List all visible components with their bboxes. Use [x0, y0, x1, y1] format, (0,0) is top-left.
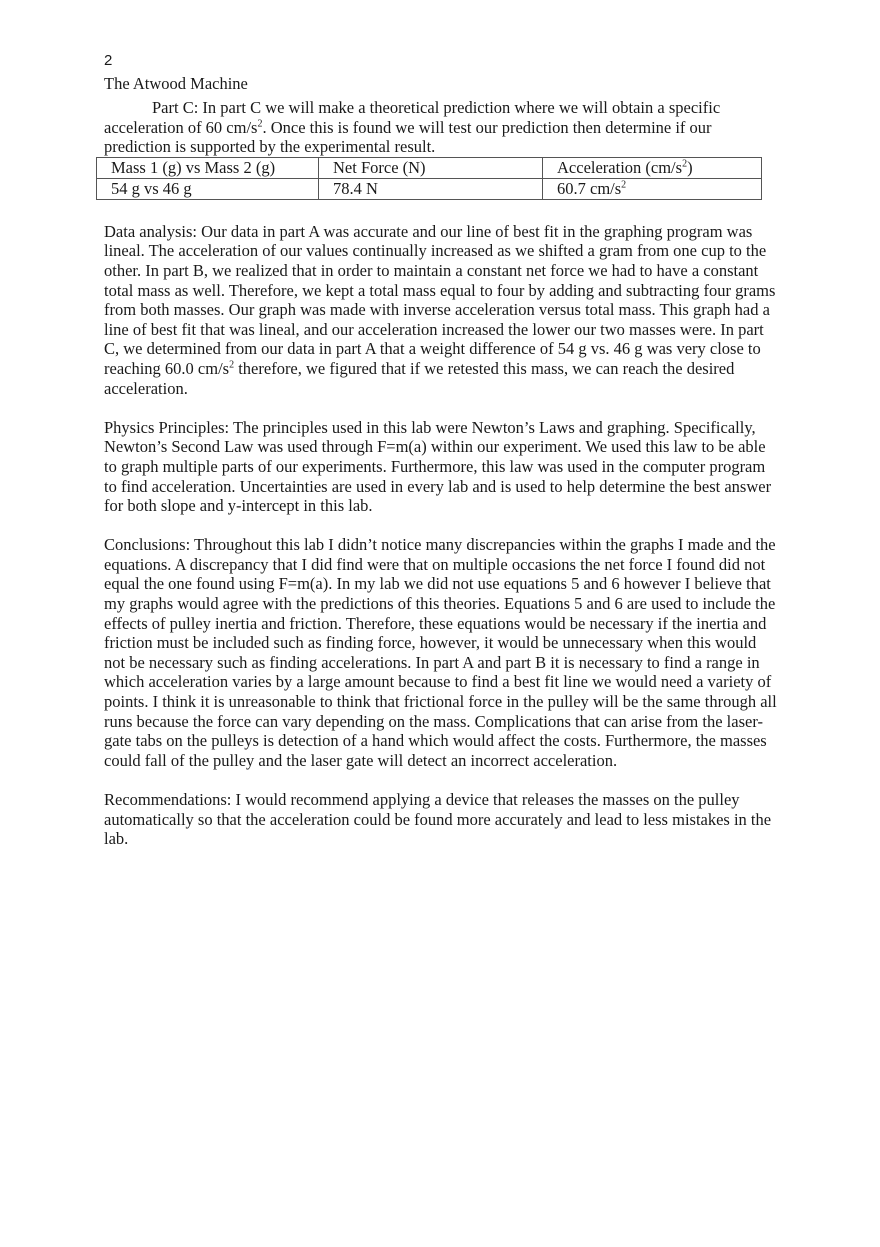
running-head: The Atwood Machine — [104, 74, 248, 93]
table-header-net-force: Net Force (N) — [319, 157, 543, 178]
table-header-mass: Mass 1 (g) vs Mass 2 (g) — [97, 157, 319, 178]
conclusions-paragraph: Conclusions: Throughout this lab I didn’t notice many discrepancies within the graphs I made and the equations. A discrepancy that I did find were that on multiple occasions the net force I found did not equal the one found using F=m(a). In my lab we did not use equations 5 and 6 however I believe that my graphs would agree with the predictions of this theories. Equations 5 and 6 are used to include the effects of pulley inertia and friction. Therefore, these equations would be necessary if the inertia and friction must be included such as finding force, however, it would be unnecessary when this would not be necessary such as finding accelerations. In part A and part B it is necessary to find a range in which acceleration varies by a large amount because to find a best fit line we would need a variety of points. I think it is unreasonable to think that frictional force in the pulley will be the same through all runs because the force can vary depending on the mass. Complications that can arise from the laser-gate tabs on the pulleys is detection of a hand which would affect the costs. Furthermore, the masses could fall of the pulley and the laser gate will detect an incorrect acceleration. — [104, 535, 777, 770]
physics-principles-paragraph: Physics Principles: The principles used in this lab were Newton’s Laws and graphing. Specifically, Newton’s Second Law was used through F=m(a) within our experiment. We used this law to be able to graph multiple parts of our experiments. Furthermore, this law was used in the computer program to find acceleration. Uncertainties are used in every lab and is used to help determine the best answer for both slope and y-intercept in this lab. — [104, 417, 772, 516]
page-number: 2 — [104, 52, 113, 69]
results-table — [96, 157, 762, 200]
data-analysis-text-1: Data analysis: Our data in part A was accurate and our line of best fit in the graphing program was lineal. The acceleration of our values continually increased as we shifted a gram from one cup to the other. In part B, we realized that in order to maintain a constant net force we had to have a constant total mass as well. Therefore, we kept a total mass equal to four by adding and subtracting four grams from both masses. Our graph was made with inverse acceleration versus total mass. This graph had a line of best fit that was lineal, and our acceleration increased the lower our two masses were. In part C, we determined from our data in part A that a weight difference of 54 g vs. 46 g was very close to reaching 60.0 cm/s — [104, 221, 776, 378]
part-c-paragraph — [104, 98, 780, 157]
table-cell-mass: 54 g vs 46 g — [97, 178, 319, 199]
table-header-row — [97, 157, 762, 178]
data-analysis-text-2: therefore, we figured that if we retested this mass, we can reach the desired acceleration. — [104, 358, 735, 398]
part-c-text-2: . Once this is found we will test our prediction then determine if our prediction is supported by the experimental result. — [104, 117, 712, 157]
table-row — [97, 178, 762, 199]
data-analysis-paragraph — [104, 222, 780, 398]
data-analysis-superscript: 2 — [229, 359, 235, 371]
part-c-text-1: Part C: In part C we will make a theoretical prediction where we will obtain a specific acceleration of 60 cm/s — [104, 98, 721, 137]
table-cell-acceleration: 60.7 $cm/s^2$ — [543, 178, 762, 199]
table-header-acceleration: Acceleration $(cm/s^2)$ — [543, 157, 762, 178]
document-page — [104, 52, 780, 849]
table-cell-net-force: 78.4 N — [319, 178, 543, 199]
part-c-superscript: 2 — [257, 118, 263, 130]
recommendations-paragraph: Recommendations: I would recommend applying a device that releases the masses on the pulley automatically so that the acceleration could be found more accurately and lead to less mistakes in the lab. — [104, 790, 772, 849]
